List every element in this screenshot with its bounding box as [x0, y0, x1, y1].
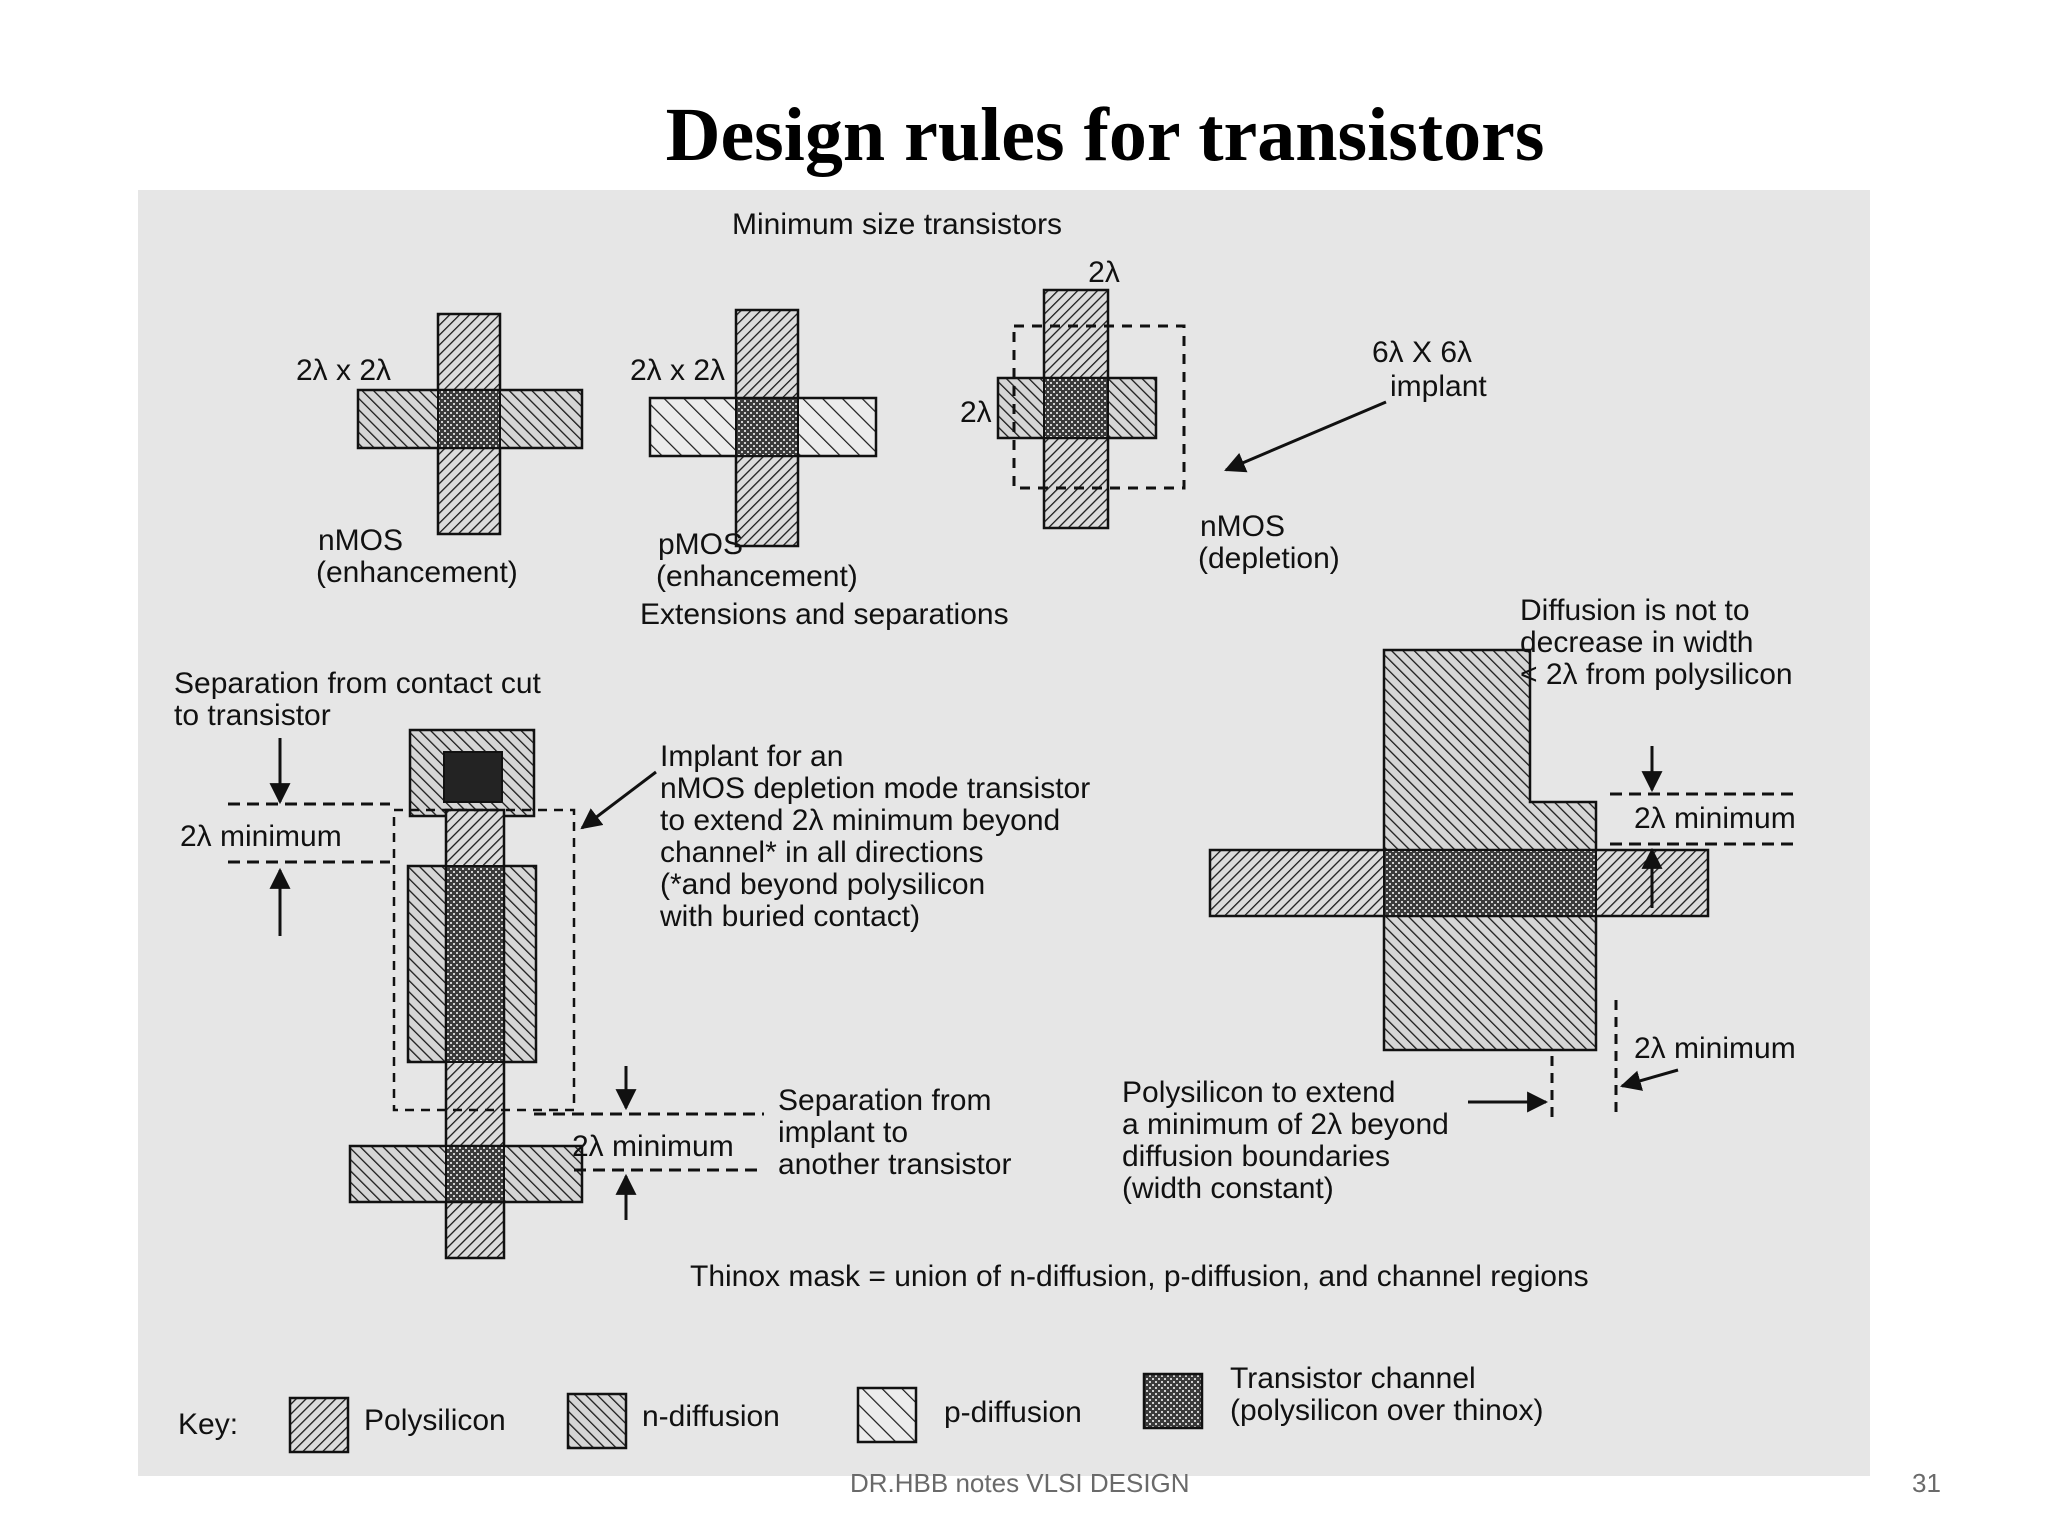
- implant-note-1: Implant for an: [660, 740, 844, 773]
- slide-title: Design rules for transistors: [665, 93, 1545, 177]
- diffusion-note-2: decrease in width: [1520, 626, 1754, 659]
- key-swatch-pdiffusion: [858, 1388, 916, 1442]
- nmos-enhancement-transistor: [358, 314, 582, 534]
- page-number: 31: [1912, 1468, 1941, 1498]
- poly-extend-dim: 2λ minimum: [1634, 1032, 1796, 1065]
- sep-contact-dim: 2λ minimum: [180, 820, 342, 853]
- implant-note-5: (*and beyond polysilicon: [660, 868, 986, 901]
- pmos-enh-mode: (enhancement): [656, 560, 858, 593]
- pmos-enh-name: pMOS: [658, 528, 744, 561]
- diffusion-note-dim: 2λ minimum: [1634, 802, 1796, 835]
- design-rules-figure: [138, 190, 1870, 1476]
- contact-cut: [444, 752, 502, 802]
- key-swatch-ndiffusion: [568, 1394, 626, 1448]
- heading-extensions: Extensions and separations: [640, 598, 1009, 631]
- diffusion-poly-structure: [1210, 650, 1708, 1050]
- nmos-enh-dimension: 2λ x 2λ: [296, 354, 392, 387]
- depletion-stack: [350, 730, 582, 1258]
- diffusion-note-3: < 2λ from polysilicon: [1520, 658, 1793, 691]
- pmos-enh-dimension: 2λ x 2λ: [630, 354, 726, 387]
- implant-note-4: channel* in all directions: [660, 836, 984, 869]
- heading-minimum-size: Minimum size transistors: [732, 208, 1063, 241]
- sep-implant-line3: another transistor: [778, 1148, 1012, 1181]
- poly-extend-3: diffusion boundaries: [1122, 1140, 1390, 1173]
- pmos-enhancement-transistor: [650, 310, 876, 546]
- key-channel-1: Transistor channel: [1230, 1362, 1476, 1395]
- nmos-dep-dim-top: 2λ: [1088, 256, 1120, 289]
- nmos-enh-name: nMOS: [318, 524, 404, 557]
- key-swatch-channel: [1144, 1374, 1202, 1428]
- key-swatch-polysilicon: [290, 1398, 348, 1452]
- key-label: Key:: [178, 1408, 239, 1441]
- poly-extend-1: Polysilicon to extend: [1122, 1076, 1396, 1109]
- diffusion-note-1: Diffusion is not to: [1520, 594, 1750, 627]
- key-polysilicon: Polysilicon: [364, 1404, 506, 1437]
- implant-note-3: to extend 2λ minimum beyond: [660, 804, 1061, 837]
- poly-extend-2: a minimum of 2λ beyond: [1122, 1108, 1449, 1141]
- nmos-depletion-transistor: [998, 290, 1184, 528]
- key-pdiffusion: p-diffusion: [944, 1396, 1082, 1429]
- nmos-enh-mode: (enhancement): [316, 556, 518, 589]
- footer-text: DR.HBB notes VLSI DESIGN: [850, 1468, 1190, 1498]
- nmos-dep-name: nMOS: [1200, 510, 1286, 543]
- sep-contact-line2: to transistor: [174, 699, 331, 732]
- thinox-note: Thinox mask = union of n-diffusion, p-diffusion, and channel regions: [690, 1260, 1589, 1293]
- sep-contact-line1: Separation from contact cut: [174, 667, 541, 700]
- nmos-dep-dim-left: 2λ: [960, 396, 992, 429]
- key-ndiffusion: n-diffusion: [642, 1400, 780, 1433]
- sep-implant-dim: 2λ minimum: [572, 1130, 734, 1163]
- implant-note-6: with buried contact): [660, 900, 921, 933]
- implant-note-2: nMOS depletion mode transistor: [660, 772, 1091, 805]
- nmos-dep-implant-label: implant: [1390, 370, 1487, 403]
- legend: [178, 1362, 1543, 1452]
- nmos-dep-mode: (depletion): [1198, 542, 1340, 575]
- key-channel-2: (polysilicon over thinox): [1230, 1394, 1544, 1427]
- sep-implant-line2: implant to: [778, 1116, 909, 1149]
- nmos-dep-implant-size: 6λ X 6λ: [1372, 336, 1473, 369]
- sep-implant-line1: Separation from: [778, 1084, 992, 1117]
- implant-arrow: [1226, 402, 1386, 470]
- poly-extend-4: (width constant): [1122, 1172, 1334, 1205]
